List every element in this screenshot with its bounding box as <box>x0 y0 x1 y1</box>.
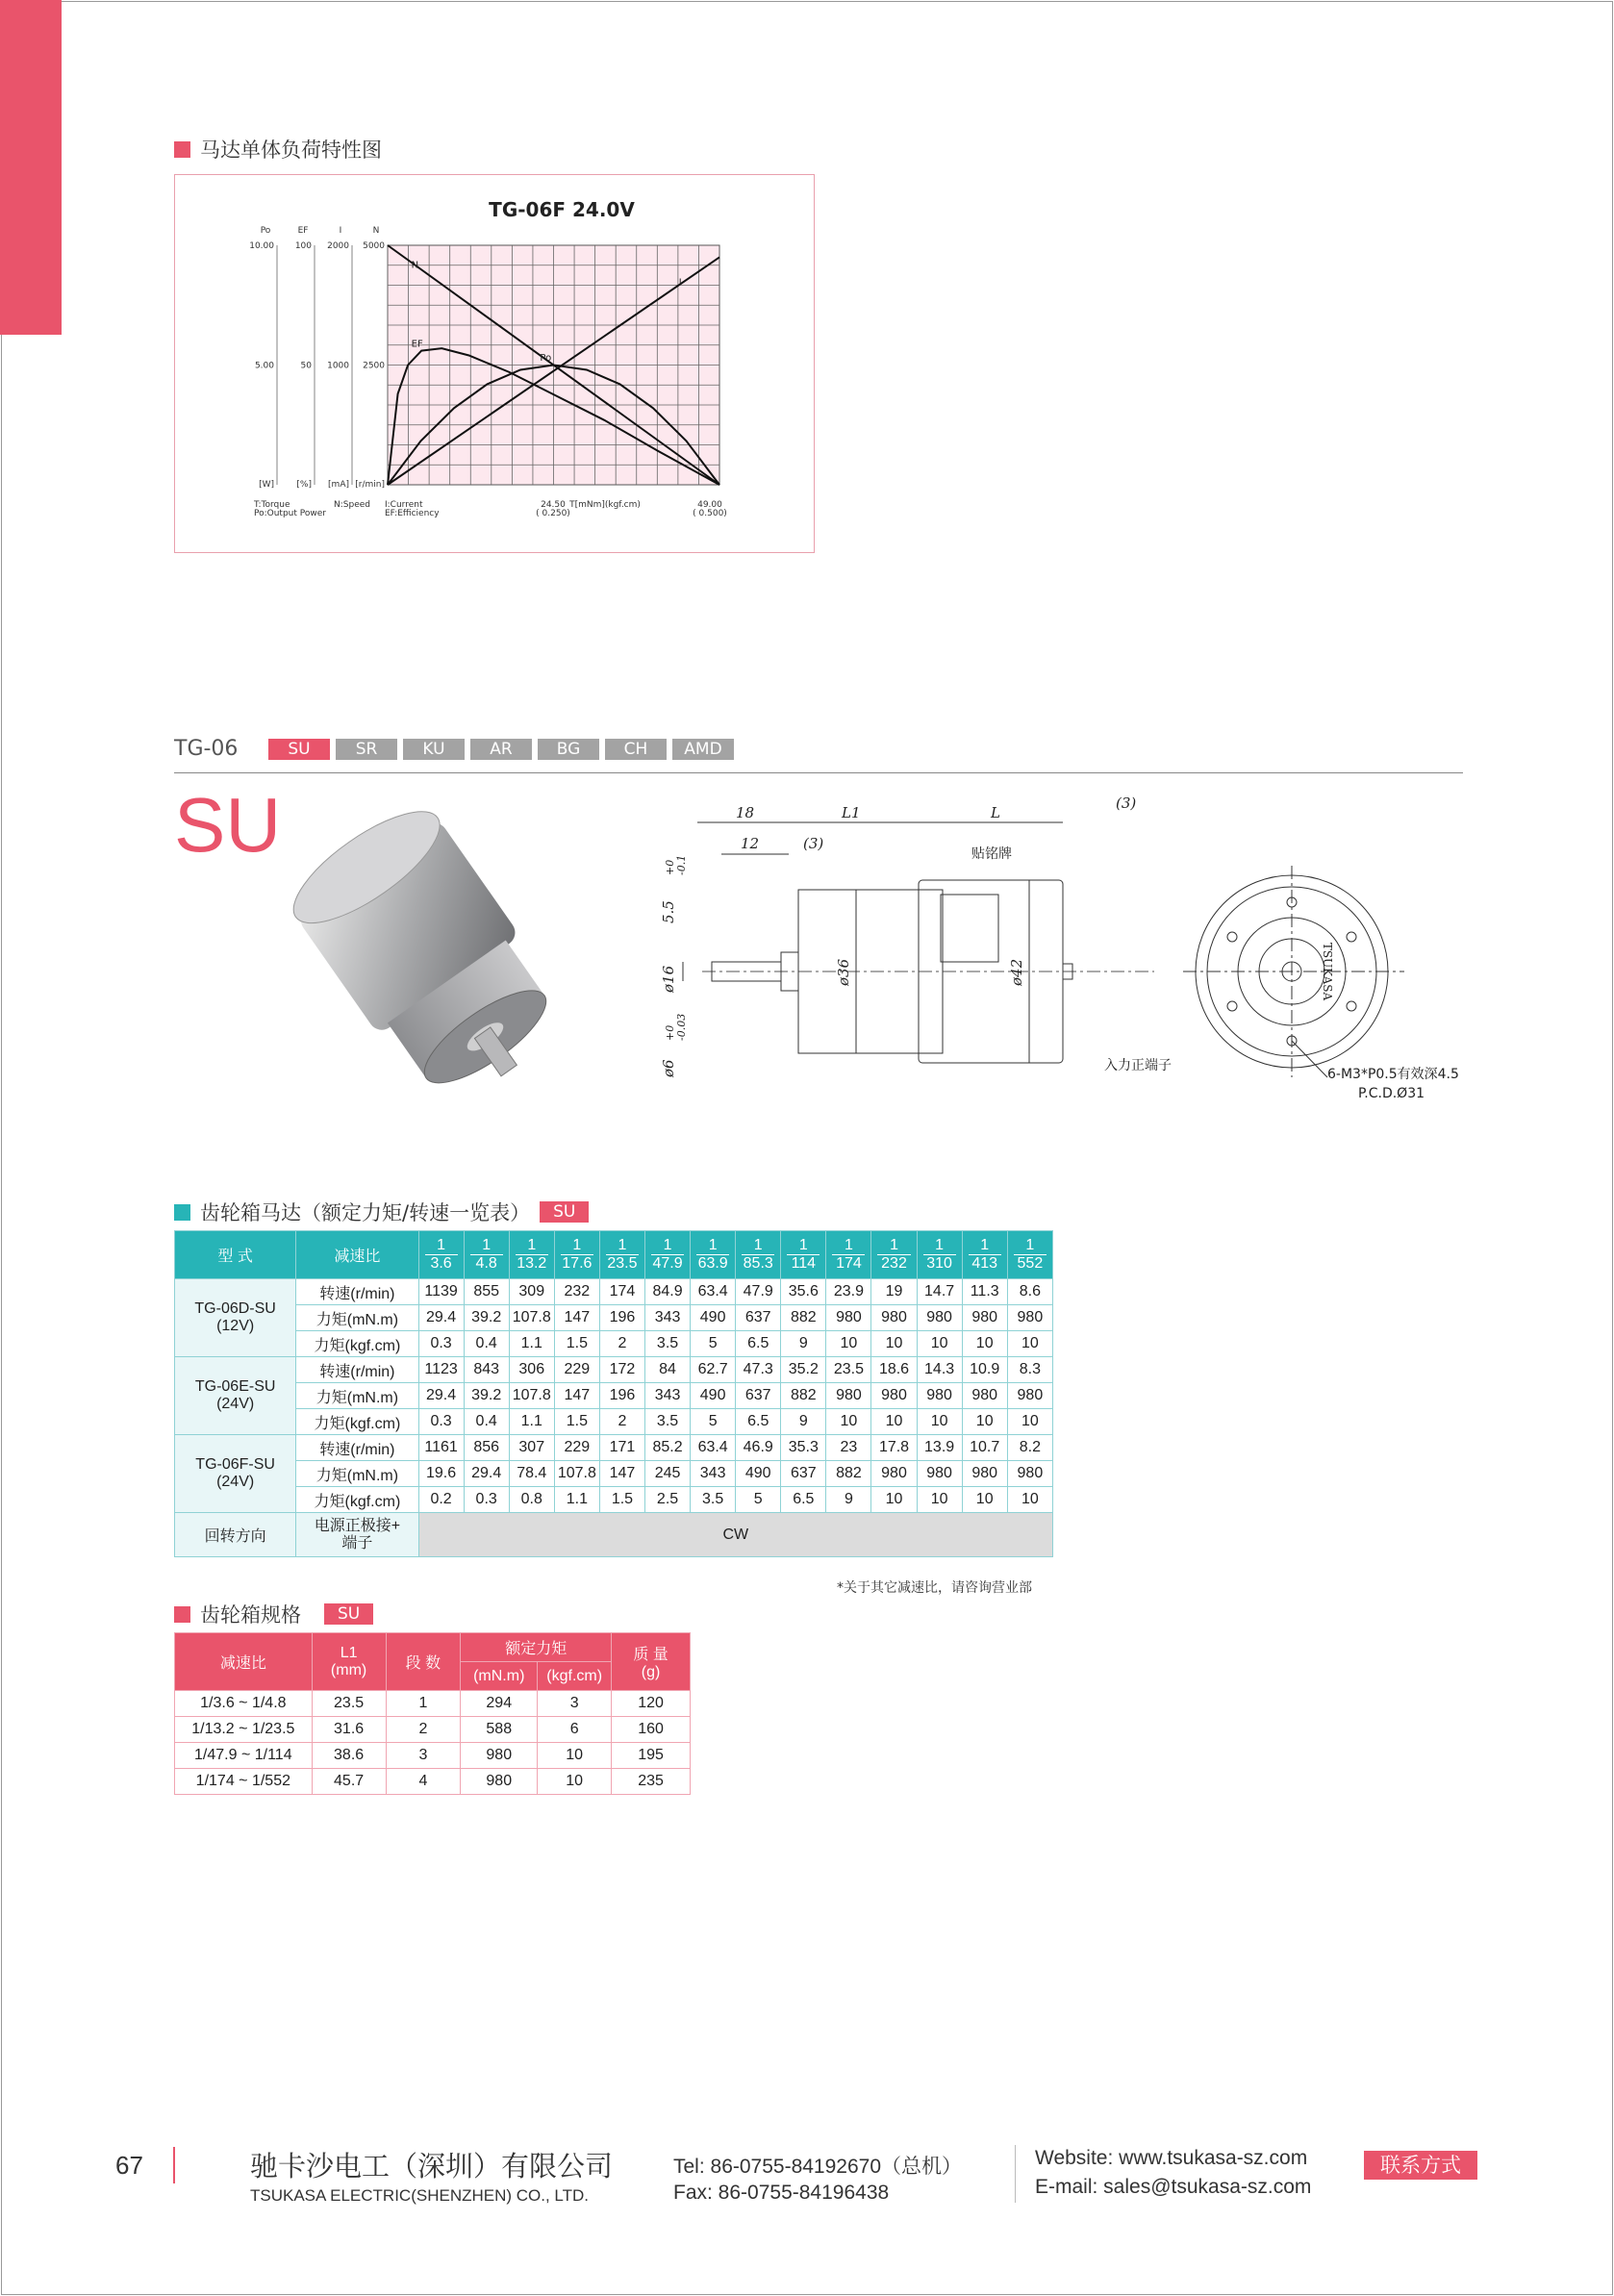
ratio-cell: 1 232 <box>871 1231 917 1279</box>
value-cell: 45.7 <box>312 1769 386 1795</box>
nameplate-outline <box>941 895 998 962</box>
tab-amd[interactable]: AMD <box>672 739 734 760</box>
value-cell: 10 <box>962 1487 1007 1513</box>
x-tick-label: ( 0.250) <box>536 509 570 518</box>
table-row <box>175 1409 1053 1435</box>
axis-name: Po <box>260 226 271 236</box>
row-label: 力矩(kgf.cm) <box>296 1487 418 1513</box>
value-cell: 0.4 <box>464 1331 509 1357</box>
dim-d6: ø6 <box>660 1059 677 1077</box>
fax: Fax: 86-0755-84196438 <box>673 2182 890 2204</box>
dim-5-5: 5.5 <box>660 900 677 923</box>
table-row <box>175 1383 1053 1409</box>
rotation-condition: 电源正极接+ 端子 <box>296 1513 418 1557</box>
rotation-value: CW <box>418 1513 1052 1557</box>
axis-unit: [W] <box>259 480 274 490</box>
value-cell: 980 <box>917 1383 962 1409</box>
series-label: N <box>411 260 419 271</box>
ratio-cell: 1 413 <box>962 1231 1007 1279</box>
value-cell: 10 <box>871 1331 917 1357</box>
motor-product-photo <box>279 808 587 1116</box>
axis-unit: [%] <box>296 480 312 490</box>
value-cell: 1123 <box>418 1357 464 1383</box>
value-cell: 10 <box>962 1331 1007 1357</box>
value-cell: 174 <box>599 1279 644 1305</box>
ratio-cell: 1 63.9 <box>691 1231 736 1279</box>
tab-sr[interactable]: SR <box>336 739 397 760</box>
value-cell: 35.6 <box>781 1279 826 1305</box>
ratio-cell: 1 17.6 <box>554 1231 599 1279</box>
value-cell: 23.5 <box>826 1357 871 1383</box>
table-row <box>175 1743 691 1769</box>
value-cell: 5 <box>691 1409 736 1435</box>
value-cell: 2 <box>599 1409 644 1435</box>
front-view <box>1183 866 1404 1077</box>
header-torque: 额定力矩 <box>461 1633 612 1662</box>
value-cell: 6.5 <box>781 1487 826 1513</box>
value-cell: 5 <box>736 1487 781 1513</box>
ratio-cell: 1 85.3 <box>736 1231 781 1279</box>
value-cell: 1/3.6 ~ 1/4.8 <box>175 1691 313 1717</box>
value-cell: 3 <box>538 1691 612 1717</box>
value-cell: 8.6 <box>1007 1279 1052 1305</box>
value-cell: 195 <box>612 1743 691 1769</box>
value-cell: 882 <box>781 1305 826 1331</box>
model-cell: TG-06E-SU (24V) <box>175 1357 296 1435</box>
contact-button[interactable]: 联系方式 <box>1364 2151 1477 2180</box>
dim-5-5-tol-minus: -0.1 <box>675 854 688 875</box>
model-cell: TG-06D-SU (12V) <box>175 1279 296 1357</box>
pcd-spec: P.C.D.Ø31 <box>1358 1086 1425 1101</box>
value-cell: 19.6 <box>418 1461 464 1487</box>
value-cell: 229 <box>554 1357 599 1383</box>
dim-d42: ø42 <box>1008 958 1025 986</box>
load-characteristics-chart-panel <box>174 174 815 553</box>
dim-3-right: (3) <box>1116 795 1137 812</box>
value-cell: 1.1 <box>509 1409 554 1435</box>
value-cell: 35.3 <box>781 1435 826 1461</box>
tab-ch[interactable]: CH <box>605 739 667 760</box>
legend-text: N:Speed <box>334 500 370 510</box>
value-cell: 490 <box>736 1461 781 1487</box>
value-cell: 14.7 <box>917 1279 962 1305</box>
value-cell: 19 <box>871 1279 917 1305</box>
value-cell: 10 <box>538 1743 612 1769</box>
section-title-text: 马达单体负荷特性图 <box>200 139 382 162</box>
value-cell: 29.4 <box>464 1461 509 1487</box>
axis-tick-label: 5.00 <box>254 361 274 371</box>
model-cell: TG-06F-SU (24V) <box>175 1435 296 1513</box>
model-heading: SU <box>174 782 282 868</box>
series-label: I <box>678 277 682 289</box>
rated-torque-speed-table <box>174 1230 1053 1557</box>
value-cell: 2 <box>386 1717 461 1743</box>
brand-mark: TSUKASA <box>1321 942 1334 1001</box>
value-cell: 160 <box>612 1717 691 1743</box>
series-prefix: TG-06 <box>174 737 239 761</box>
value-cell: 1/47.9 ~ 1/114 <box>175 1743 313 1769</box>
value-cell: 980 <box>1007 1383 1052 1409</box>
side-tab-decoration <box>0 0 62 335</box>
value-cell: 490 <box>691 1305 736 1331</box>
value-cell: 6 <box>538 1717 612 1743</box>
row-label: 力矩(mN.m) <box>296 1383 418 1409</box>
value-cell: 588 <box>461 1717 538 1743</box>
value-cell: 0.8 <box>509 1487 554 1513</box>
value-cell: 18.6 <box>871 1357 917 1383</box>
ratio-cell: 1 23.5 <box>599 1231 644 1279</box>
value-cell: 980 <box>917 1461 962 1487</box>
value-cell: 10 <box>917 1487 962 1513</box>
value-cell: 11.3 <box>962 1279 1007 1305</box>
value-cell: 39.2 <box>464 1383 509 1409</box>
tab-bg[interactable]: BG <box>538 739 599 760</box>
value-cell: 1139 <box>418 1279 464 1305</box>
x-tick-label: ( 0.500) <box>693 509 727 518</box>
series-label: EF <box>411 339 423 350</box>
value-cell: 10 <box>871 1487 917 1513</box>
value-cell: 9 <box>781 1331 826 1357</box>
series-label: Po <box>540 353 552 365</box>
value-cell: 343 <box>691 1461 736 1487</box>
header-l1: L1 (mm) <box>312 1633 386 1691</box>
nameplate-label: 贴铭牌 <box>971 846 1012 862</box>
value-cell: 1.5 <box>599 1487 644 1513</box>
table-row <box>175 1717 691 1743</box>
value-cell: 980 <box>826 1383 871 1409</box>
value-cell: 1 <box>386 1691 461 1717</box>
footer-divider <box>173 2147 175 2183</box>
value-cell: 78.4 <box>509 1461 554 1487</box>
section-title-table2 <box>174 1600 373 1628</box>
header-model: 型 式 <box>175 1231 296 1279</box>
value-cell: 107.8 <box>554 1461 599 1487</box>
value-cell: 196 <box>599 1305 644 1331</box>
header-mnm: (mN.m) <box>461 1662 538 1691</box>
value-cell: 0.2 <box>418 1487 464 1513</box>
value-cell: 14.3 <box>917 1357 962 1383</box>
dim-d36: ø36 <box>835 958 852 986</box>
value-cell: 1/174 ~ 1/552 <box>175 1769 313 1795</box>
value-cell: 147 <box>599 1461 644 1487</box>
value-cell: 8.3 <box>1007 1357 1052 1383</box>
dim-l: L <box>991 804 1000 821</box>
dim-5-5-tol-plus: +0 <box>664 859 676 875</box>
value-cell: 10 <box>1007 1409 1052 1435</box>
axis-tick-label: 2000 <box>327 241 349 251</box>
header-mass: 质 量 (g) <box>612 1633 691 1691</box>
value-cell: 343 <box>645 1305 691 1331</box>
value-cell: 2.5 <box>645 1487 691 1513</box>
value-cell: 980 <box>962 1461 1007 1487</box>
value-cell: 13.9 <box>917 1435 962 1461</box>
table-row <box>175 1769 691 1795</box>
section-title-table1 <box>174 1198 589 1226</box>
value-cell: 306 <box>509 1357 554 1383</box>
value-cell: 38.6 <box>312 1743 386 1769</box>
value-cell: 856 <box>464 1435 509 1461</box>
value-cell: 882 <box>826 1461 871 1487</box>
value-cell: 171 <box>599 1435 644 1461</box>
row-label: 力矩(kgf.cm) <box>296 1409 418 1435</box>
table-row <box>175 1331 1053 1357</box>
ratio-cell: 1 3.6 <box>418 1231 464 1279</box>
email-link[interactable]: E-mail: sales@tsukasa-sz.com <box>1035 2176 1312 2198</box>
value-cell: 120 <box>612 1691 691 1717</box>
bullet-square-icon <box>174 1606 190 1623</box>
value-cell: 29.4 <box>418 1305 464 1331</box>
value-cell: 980 <box>871 1383 917 1409</box>
axis-unit: [r/min] <box>355 480 385 490</box>
value-cell: 47.9 <box>736 1279 781 1305</box>
value-cell: 343 <box>645 1383 691 1409</box>
row-label: 力矩(mN.m) <box>296 1461 418 1487</box>
value-cell: 10 <box>538 1769 612 1795</box>
value-cell: 3.5 <box>691 1487 736 1513</box>
website-link[interactable]: Website: www.tsukasa-sz.com <box>1035 2147 1308 2169</box>
value-cell: 980 <box>1007 1305 1052 1331</box>
value-cell: 0.3 <box>418 1409 464 1435</box>
value-cell: 3.5 <box>645 1409 691 1435</box>
row-label: 力矩(kgf.cm) <box>296 1331 418 1357</box>
ratio-cell: 1 310 <box>917 1231 962 1279</box>
x-tick-label: 49.00 <box>697 500 722 510</box>
value-cell: 980 <box>917 1305 962 1331</box>
axis-tick-label: 10.00 <box>249 241 274 251</box>
value-cell: 10.9 <box>962 1357 1007 1383</box>
value-cell: 62.7 <box>691 1357 736 1383</box>
series-nav <box>174 737 734 761</box>
legend-text: I:Current <box>385 500 423 510</box>
table-row <box>175 1279 1053 1305</box>
terminal-label: 入力正端子 <box>1104 1058 1172 1073</box>
legend-text: EF:Efficiency <box>385 509 440 518</box>
value-cell: 17.8 <box>871 1435 917 1461</box>
value-cell: 980 <box>962 1305 1007 1331</box>
table-row <box>175 1487 1053 1513</box>
row-label: 转速(r/min) <box>296 1435 418 1461</box>
value-cell: 85.2 <box>645 1435 691 1461</box>
header-stages: 段 数 <box>386 1633 461 1691</box>
x-tick-label: 24.50 <box>541 500 566 510</box>
ratio-cell: 1 114 <box>781 1231 826 1279</box>
value-cell: 10 <box>826 1331 871 1357</box>
ratio-cell: 1 13.2 <box>509 1231 554 1279</box>
value-cell: 84 <box>645 1357 691 1383</box>
value-cell: 5 <box>691 1331 736 1357</box>
value-cell: 2 <box>599 1331 644 1357</box>
axis-unit: [mA] <box>328 480 349 490</box>
company-name-en: TSUKASA ELECTRIC(SHENZHEN) CO., LTD. <box>250 2186 590 2205</box>
value-cell: 0.4 <box>464 1409 509 1435</box>
value-cell: 980 <box>826 1305 871 1331</box>
tab-ku[interactable]: KU <box>403 739 465 760</box>
value-cell: 980 <box>962 1383 1007 1409</box>
value-cell: 10 <box>962 1409 1007 1435</box>
value-cell: 232 <box>554 1279 599 1305</box>
value-cell: 0.3 <box>464 1487 509 1513</box>
value-cell: 980 <box>871 1305 917 1331</box>
value-cell: 63.4 <box>691 1435 736 1461</box>
dimension-drawing <box>635 789 1481 1116</box>
value-cell: 10 <box>1007 1487 1052 1513</box>
value-cell: 245 <box>645 1461 691 1487</box>
value-cell: 35.2 <box>781 1357 826 1383</box>
value-cell: 6.5 <box>736 1331 781 1357</box>
value-cell: 84.9 <box>645 1279 691 1305</box>
axis-tick-label: 2500 <box>363 361 385 371</box>
value-cell: 29.4 <box>418 1383 464 1409</box>
dim-18: 18 <box>736 804 755 821</box>
dim-3-left: (3) <box>803 835 824 852</box>
telephone: Tel: 86-0755-84192670（总机） <box>673 2156 963 2178</box>
value-cell: 10 <box>826 1409 871 1435</box>
bullet-square-icon <box>174 141 190 158</box>
holes-spec: 6-M3*P0.5有效深4.5 <box>1327 1067 1459 1082</box>
value-cell: 23.9 <box>826 1279 871 1305</box>
value-cell: 1.1 <box>509 1331 554 1357</box>
value-cell: 8.2 <box>1007 1435 1052 1461</box>
value-cell: 147 <box>554 1305 599 1331</box>
value-cell: 235 <box>612 1769 691 1795</box>
table-row <box>175 1435 1053 1461</box>
ratio-cell: 1 47.9 <box>645 1231 691 1279</box>
value-cell: 172 <box>599 1357 644 1383</box>
table-row <box>175 1691 691 1717</box>
section-title-load-chart <box>174 135 382 164</box>
company-name-cn: 驰卡沙电工（深圳）有限公司 <box>250 2152 614 2182</box>
row-label: 转速(r/min) <box>296 1357 418 1383</box>
value-cell: 843 <box>464 1357 509 1383</box>
page-number: 67 <box>115 2151 143 2180</box>
row-label: 力矩(mN.m) <box>296 1305 418 1331</box>
ratio-cell: 1 4.8 <box>464 1231 509 1279</box>
value-cell: 980 <box>461 1769 538 1795</box>
value-cell: 855 <box>464 1279 509 1305</box>
value-cell: 107.8 <box>509 1383 554 1409</box>
value-cell: 39.2 <box>464 1305 509 1331</box>
chart-title: TG-06F 24.0V <box>489 198 635 221</box>
header-ratio: 减速比 <box>296 1231 418 1279</box>
tab-ar[interactable]: AR <box>470 739 532 760</box>
footnote: *关于其它减速比，请咨询营业部 <box>837 1580 1032 1596</box>
value-cell: 147 <box>554 1383 599 1409</box>
rotation-label: 回转方向 <box>175 1513 296 1557</box>
table1-tag: SU <box>540 1201 589 1223</box>
value-cell: 23 <box>826 1435 871 1461</box>
axis-tick-label: 1000 <box>327 361 349 371</box>
value-cell: 637 <box>781 1461 826 1487</box>
value-cell: 47.3 <box>736 1357 781 1383</box>
dim-d6-tol-minus: -0.03 <box>675 1013 688 1041</box>
value-cell: 980 <box>1007 1461 1052 1487</box>
axis-tick-label: 50 <box>300 361 312 371</box>
value-cell: 307 <box>509 1435 554 1461</box>
value-cell: 3 <box>386 1743 461 1769</box>
value-cell: 882 <box>781 1383 826 1409</box>
value-cell: 31.6 <box>312 1717 386 1743</box>
axis-name: N <box>372 226 380 236</box>
value-cell: 3.5 <box>645 1331 691 1357</box>
table1-title: 齿轮箱马达（额定力矩/转速一览表） <box>200 1201 531 1224</box>
legend-text: T:Torque <box>254 500 290 510</box>
value-cell: 1161 <box>418 1435 464 1461</box>
dim-d6-tol-plus: +0 <box>664 1024 676 1041</box>
table2-tag: SU <box>324 1603 373 1625</box>
bullet-square-icon <box>174 1204 190 1221</box>
value-cell: 637 <box>736 1383 781 1409</box>
value-cell: 980 <box>461 1743 538 1769</box>
footer-divider-2 <box>1015 2145 1016 2203</box>
table2-title: 齿轮箱规格 <box>200 1603 301 1627</box>
value-cell: 1.1 <box>554 1487 599 1513</box>
axis-tick-label: 5000 <box>363 241 385 251</box>
value-cell: 0.3 <box>418 1331 464 1357</box>
value-cell: 46.9 <box>736 1435 781 1461</box>
table-row <box>175 1461 1053 1487</box>
value-cell: 10.7 <box>962 1435 1007 1461</box>
value-cell: 107.8 <box>509 1305 554 1331</box>
value-cell: 294 <box>461 1691 538 1717</box>
value-cell: 9 <box>781 1409 826 1435</box>
divider-line <box>174 772 1463 773</box>
legend-text: Po:Output Power <box>254 509 326 518</box>
ratio-cell: 1 174 <box>826 1231 871 1279</box>
value-cell: 309 <box>509 1279 554 1305</box>
tab-su[interactable]: SU <box>268 739 330 760</box>
axis-tick-label: 100 <box>294 241 312 251</box>
value-cell: 10 <box>871 1409 917 1435</box>
ratio-cell: 1 552 <box>1007 1231 1052 1279</box>
dim-d16: ø16 <box>660 965 677 993</box>
axis-name: I <box>339 226 342 236</box>
value-cell: 10 <box>1007 1331 1052 1357</box>
x-axis-label: T[mNm](kgf.cm) <box>569 500 641 510</box>
value-cell: 980 <box>871 1461 917 1487</box>
value-cell: 10 <box>917 1331 962 1357</box>
value-cell: 490 <box>691 1383 736 1409</box>
value-cell: 10 <box>917 1409 962 1435</box>
dim-l1: L1 <box>842 804 861 821</box>
row-label: 转速(r/min) <box>296 1279 418 1305</box>
value-cell: 4 <box>386 1769 461 1795</box>
value-cell: 1/13.2 ~ 1/23.5 <box>175 1717 313 1743</box>
axis-name: EF <box>297 226 309 236</box>
value-cell: 637 <box>736 1305 781 1331</box>
table-row <box>175 1305 1053 1331</box>
value-cell: 196 <box>599 1383 644 1409</box>
load-characteristics-chart <box>175 175 816 554</box>
gearbox-spec-table <box>174 1632 691 1795</box>
value-cell: 1.5 <box>554 1409 599 1435</box>
header-kgf: (kgf.cm) <box>538 1662 612 1691</box>
header-ratio: 减速比 <box>175 1633 313 1691</box>
dim-12: 12 <box>741 835 760 852</box>
value-cell: 6.5 <box>736 1409 781 1435</box>
value-cell: 229 <box>554 1435 599 1461</box>
table-row <box>175 1357 1053 1383</box>
value-cell: 1.5 <box>554 1331 599 1357</box>
value-cell: 63.4 <box>691 1279 736 1305</box>
value-cell: 9 <box>826 1487 871 1513</box>
value-cell: 23.5 <box>312 1691 386 1717</box>
